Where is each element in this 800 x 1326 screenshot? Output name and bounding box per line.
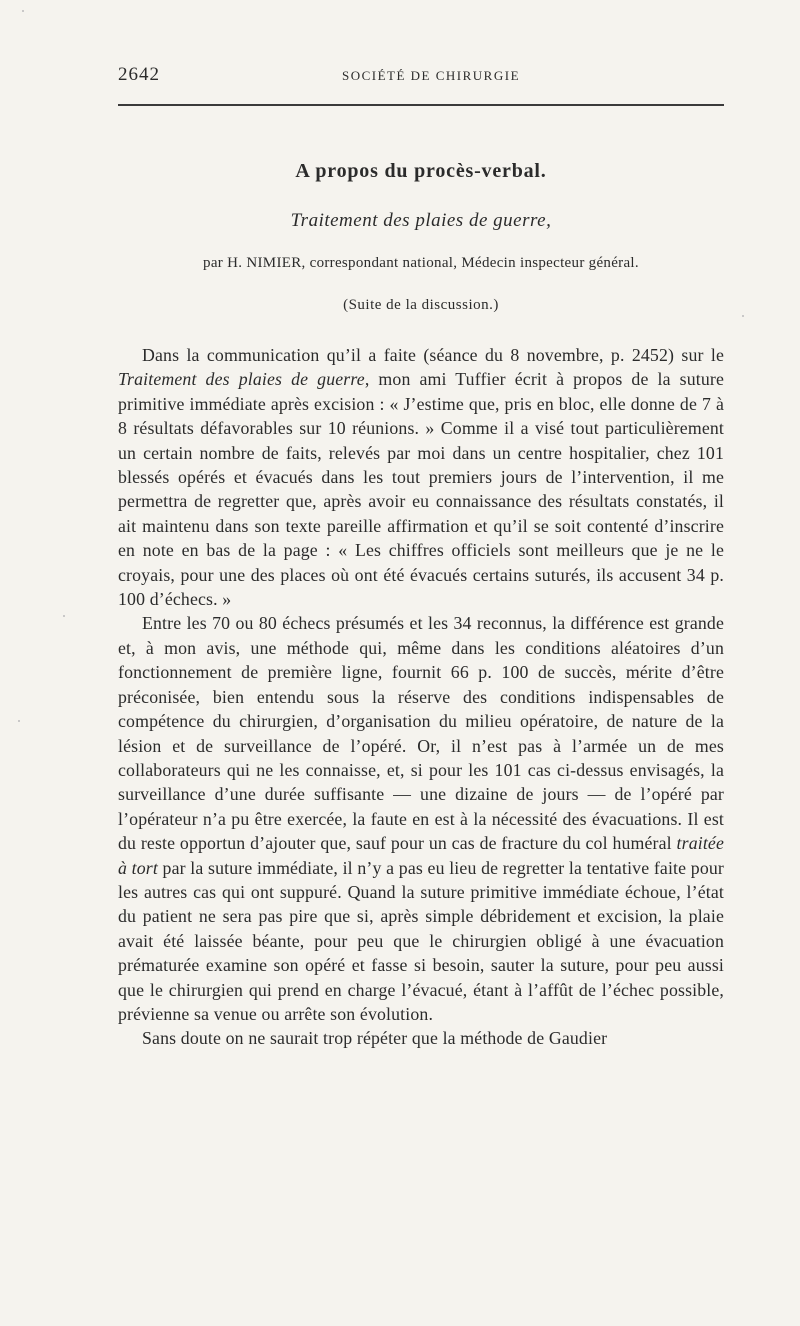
italic-phrase: Traitement des plaies de guerre (118, 369, 365, 390)
byline: par H. NIMIER, correspondant national, Médecin inspecteur général. (203, 255, 639, 271)
italic-phrase: traitée à tort (118, 833, 724, 878)
page-number: 2642 (118, 64, 160, 85)
paragraph: Entre les 70 ou 80 échecs présumés et les 34 reconnus, la différence est grande et, à mon avis, une méthode qui, même dans les conditions aléatoires d’un fonctionnement de première ligne, fournit 66 p. 100 de succès, mérite d’être préconisée, bien entendu sous la réserve des conditions indispensables de compétence du chirurgien, d’organisation du milieu opératoire, de nature de la lésion et de surveillance de l’opéré. Or, il n’est pas à l’armée un de mes collaborateurs qui ne les connaisse, et, si pour les 101 cas ci-dessus envisagés, la surveillance d’une durée suffisante — une dizaine de jours — de l’opéré par l’opérateur n’a pu être exercée, la faute en est à la nécessité des évacuations. Il est du reste opportun d’ajouter que, sauf pour un cas de fracture du col huméral traitée à tort par la suture immédiate, il n’y a pas eu lieu de regretter la tentative faite pour les autres cas qui ont suppuré. Quand la suture primitive immédiate échoue, l’état du patient ne sera pas pire que si, après simple débridement et excision, la plaie avait été laissée béante, pour peu que le chirurgien obligé à une évacuation prématurée examine son opéré et fasse si besoin, sauter la suture, pour peu aussi que le chirurgien qui prend en charge l’évacué, étant à l’affût de l’échec possible, prévienne sa venue ou arrête son évolution. (118, 613, 724, 1024)
paragraph: Sans doute on ne saurait trop répéter que la méthode de Gaudier (142, 1028, 608, 1049)
header-rule (118, 104, 724, 106)
paper-speck (742, 315, 744, 317)
paper-speck (22, 10, 24, 12)
article-title: Traitement des plaies de guerre, (290, 210, 552, 231)
section-title: A propos du procès-verbal. (295, 160, 547, 182)
running-title: SOCIÉTÉ DE CHIRURGIE (341, 68, 521, 83)
paper-speck (18, 720, 20, 722)
paragraph: Dans la communication qu’il a faite (séance du 8 novembre, p. 2452) sur le Traitement des plaies de guerre, mon ami Tuffier écrit à propos de la suture primitive immédiate après excision : « J’estime que, pris en bloc, elle donne de 7 à 8 résultats défavorables sur 10 réunions. » Comme il a visé tout particulièrement un certain nombre de faits, relevés par moi dans un centre hospitalier, chez 101 blessés opérés et évacués dans les tout premiers jours de l’intervention, il me permettra de regretter que, après avoir eu connaissance des résultats constatés, il ait maintenu dans son texte pareille affirmation et qu’il se soit contenté d’inscrire en note en bas de la page : « Les chiffres officiels sont meilleurs que je ne le croyais, pour une des places où ont été évacués certains suturés, ils accusent 34 p. 100 d’échecs. » (118, 345, 724, 610)
body-text (118, 343, 724, 1051)
paper-speck (63, 615, 65, 617)
discussion-subtitle: (Suite de la discussion.) (343, 297, 499, 313)
page-header (118, 64, 724, 90)
